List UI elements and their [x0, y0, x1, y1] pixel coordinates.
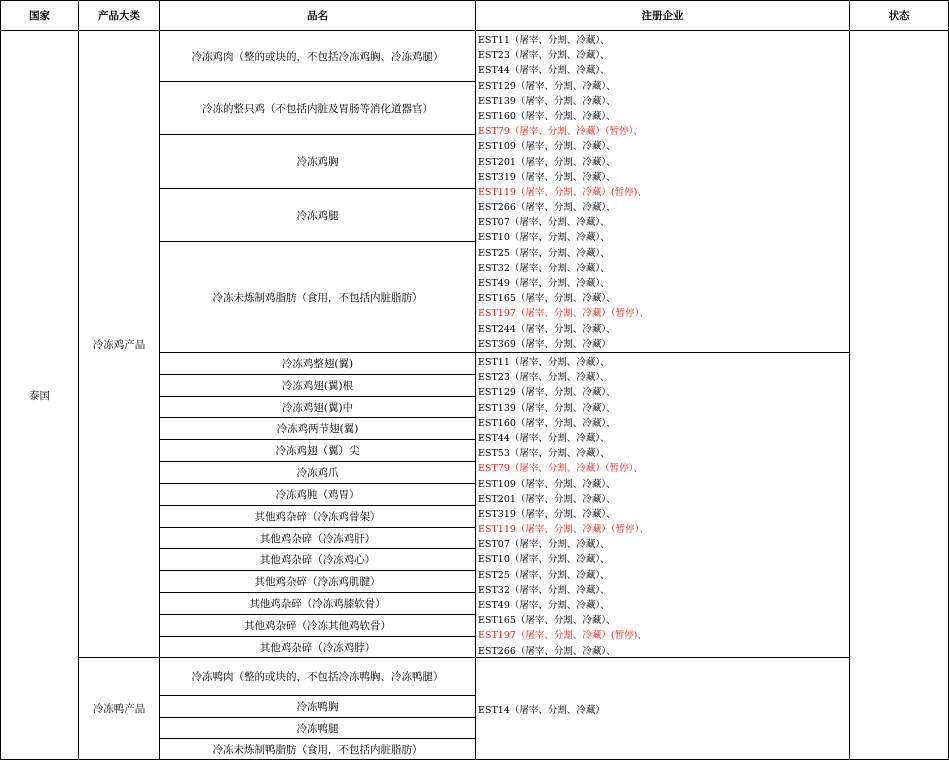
enterprise-line: EST11（屠宰、分割、冷藏）、 [478, 35, 610, 46]
product-cell: 冷冻鸡两节翅(翼) [160, 418, 476, 440]
product-cell: 冷冻鸭腿 [160, 718, 476, 739]
enterprise-line: EST129（屠宰、分割、冷藏）、 [478, 387, 616, 399]
enterprise-line: EST07（屠宰、分割、冷藏）、 [478, 539, 610, 551]
header-status: 状态 [850, 0, 949, 31]
enterprise-line: EST07（屠宰、分割、冷藏）、 [478, 217, 610, 229]
enterprise-line: EST49（屠宰、分割、冷藏）、 [478, 600, 610, 611]
enterprise-line: EST369（屠宰、分割、冷藏） [478, 338, 611, 350]
product-cell: 冷冻未炼制鸭脂肪（食用，不包括内脏脂肪） [160, 739, 476, 760]
enterprise-line: EST201（屠宰、分割、冷藏）、 [478, 493, 616, 505]
product-cell: 冷冻鸡翅(翼)根 [160, 375, 476, 397]
product-cell: 冷冻鸭胸 [160, 696, 476, 718]
enterprise-line: EST197（屠宰、分割、冷藏）（暂停）、 [478, 308, 649, 320]
enterprise-line: EST10（屠宰、分割、冷藏）、 [478, 554, 610, 566]
enterprise-line: EST49（屠宰、分割、冷藏）、 [478, 278, 610, 289]
status-cell [850, 31, 949, 760]
enterprise-line: EST79（屠宰、分割、冷藏）（暂停）、 [478, 463, 643, 475]
product-cell: 冷冻鸡胸 [160, 135, 476, 189]
header-enterprise: 注册企业 [476, 0, 850, 31]
product-cell: 冷冻鸡翅（翼）尖 [160, 440, 476, 462]
enterprise-line: EST25（屠宰、分割、冷藏）、 [478, 247, 610, 259]
product-cell: 其他鸡杂碎（冷冻鸡心） [160, 549, 476, 571]
header-country: 国家 [0, 0, 79, 31]
enterprise-line: EST119（屠宰、分割、冷藏）（暂停）、 [478, 524, 649, 536]
country-cell: 泰国 [0, 31, 79, 760]
enterprise-line: EST165（屠宰、分割、冷藏）、 [478, 615, 616, 627]
enterprise-line: EST244（屠宰、分割、冷藏）、 [478, 323, 616, 335]
enterprise-line: EST119（屠宰、分割、冷藏）(暂停)、 [478, 186, 647, 198]
enterprise-line: EST160（屠宰、分割、冷藏）、 [478, 110, 616, 122]
enterprise-line: EST319（屠宰、分割、冷藏）、 [478, 171, 616, 183]
enterprise-list-chicken-1 [476, 31, 850, 353]
enterprise-line: EST53（屠宰、分割、冷藏）、 [478, 448, 610, 460]
category-chicken: 冷冻鸡产品 [79, 31, 160, 658]
product-cell: 其他鸡杂碎（冷冻鸡肌腱） [160, 571, 476, 593]
enterprise-line: EST109（屠宰、分割、冷藏）、 [478, 141, 616, 153]
enterprise-line: EST139（屠宰、分割、冷藏）、 [478, 95, 616, 107]
enterprise-line: EST109（屠宰、分割、冷藏）、 [478, 478, 616, 490]
product-cell: 冷冻鸭肉（整的或块的，不包括冷冻鸭胸、冷冻鸭腿） [160, 658, 476, 696]
enterprise-line: EST32（屠宰、分割、冷藏）、 [478, 262, 610, 274]
enterprise-line: EST197（屠宰、分割、冷藏）(暂停)、 [478, 630, 647, 642]
enterprise-line: EST25（屠宰、分割、冷藏）、 [478, 569, 610, 581]
enterprise-line: EST266（屠宰、分割、冷藏）、 [478, 645, 616, 657]
product-cell: 冷冻鸡肉（整的或块的，不包括冷冻鸡胸、冷冻鸡腿） [160, 31, 476, 82]
enterprise-line: EST44（屠宰、分割、冷藏）、 [478, 432, 610, 444]
product-cell: 其他鸡杂碎（冷冻鸡骨架） [160, 506, 476, 528]
product-cell: 冷冻鸡爪 [160, 462, 476, 484]
enterprise-line: EST23（屠宰、分割、冷藏）、 [478, 50, 610, 62]
enterprise-line: EST165（屠宰、分割、冷藏）、 [478, 293, 616, 305]
category-duck: 冷冻鸭产品 [79, 658, 160, 760]
enterprise-line: EST79（屠宰、分割、冷藏）（暂停）、 [478, 126, 643, 138]
enterprise-line: EST44（屠宰、分割、冷藏）、 [478, 65, 610, 77]
enterprise-duck: EST14（屠宰、分割、冷藏） [476, 658, 850, 760]
enterprise-line: EST160（屠宰、分割、冷藏）、 [478, 417, 616, 429]
enterprise-line: EST201（屠宰、分割、冷藏）、 [478, 156, 616, 168]
header-category: 产品大类 [79, 0, 160, 31]
product-cell: 其他鸡杂碎（冷冻其他鸡软骨） [160, 615, 476, 637]
enterprise-line: EST139（屠宰、分割、冷藏）、 [478, 402, 616, 414]
product-cell: 冷冻鸡整翅(翼) [160, 353, 476, 375]
product-cell: 冷冻鸡肫（鸡胃） [160, 484, 476, 506]
product-cell: 其他鸡杂碎（冷冻鸡脖） [160, 637, 476, 658]
enterprise-line: EST129（屠宰、分割、冷藏）、 [478, 80, 616, 92]
enterprise-line: EST319（屠宰、分割、冷藏）、 [478, 508, 616, 520]
product-cell: 其他鸡杂碎（冷冻鸡肝） [160, 528, 476, 549]
product-cell: 冷冻的整只鸡（不包括内脏及胃肠等消化道器官） [160, 82, 476, 135]
product-cell: 其他鸡杂碎（冷冻鸡膝软骨） [160, 593, 476, 615]
product-cell: 冷冻未炼制鸡脂肪（食用，不包括内脏脂肪） [160, 242, 476, 353]
enterprise-line: EST10（屠宰、分割、冷藏）、 [478, 232, 610, 244]
enterprise-line: EST23（屠宰、分割、冷藏）、 [478, 372, 610, 384]
enterprise-list-chicken-2 [476, 353, 850, 658]
enterprise-line: EST32（屠宰、分割、冷藏）、 [478, 584, 610, 596]
header-product: 品名 [160, 0, 476, 31]
enterprise-line: EST11（屠宰、分割、冷藏）、 [478, 357, 610, 368]
enterprise-line: EST266（屠宰、分割、冷藏）、 [478, 202, 616, 214]
product-cell: 冷冻鸡腿 [160, 189, 476, 242]
product-cell: 冷冻鸡翅(翼)中 [160, 397, 476, 418]
